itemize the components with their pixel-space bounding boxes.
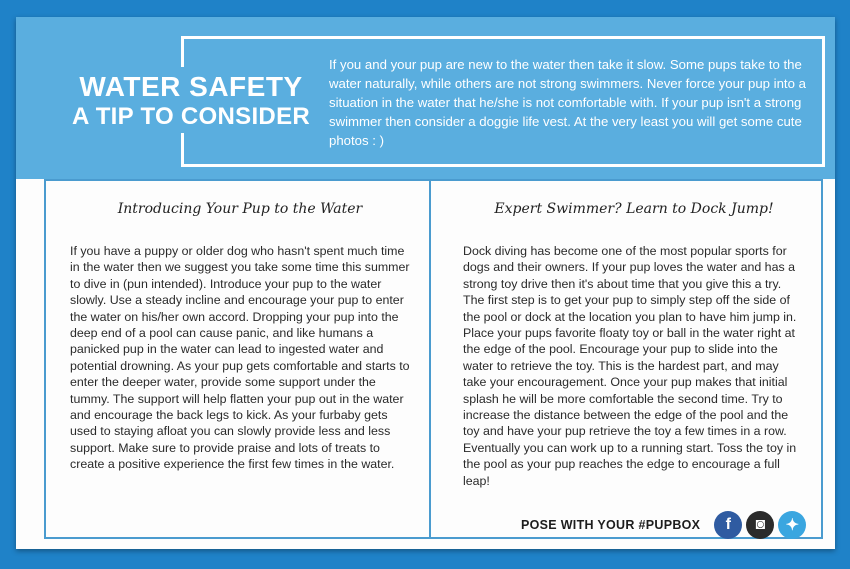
- panel-dock-jump: [463, 201, 805, 489]
- tip-card: [16, 17, 835, 549]
- banner-text: If you and your pup are new to the water then take it slow. Some pups take to the water naturally, while others are not strong swimmers. Never force your pup into a situation in the water that he/she is not comfortable with. If your pup isn't a strong swimmer then consider a doggie life vest. At the very least you will get some cute photos : ): [329, 57, 806, 148]
- panel-heading: Expert Swimmer? Learn to Dock Jump!: [494, 201, 774, 217]
- footer: [521, 507, 806, 543]
- banner-title-box: [41, 67, 341, 133]
- panel-heading: Introducing Your Pup to the Water: [117, 201, 363, 217]
- facebook-icon[interactable]: f: [714, 511, 742, 539]
- panel-body: If you have a puppy or older dog who hasn't spent much time in the water then we suggest you take some time this summer to dive in (pun intended). Introduce your pup to the water slowly. Use a steady incline and encourage your pup to enter the water on his/her own accord. Dropping your pup into the deep end of a pool can cause panic, and like humans a panicked pup in the water can lead to ingested water and potential drowning. As your pup gets comfortable and starts to enter the deeper water, provide some support under the tummy. The support will help flatten your pup out in the water and encourage the back legs to kick. As your furbaby gets used to staying afloat you can slowly provide less and less support. Make sure to provide praise and lots of treats to create a positive experience the first few times in the water.: [70, 244, 410, 472]
- panel-body: Dock diving has become one of the most popular sports for dogs and their owners. If your pup loves the water and has a strong toy drive then it's about time that you give this a try. The first step is to get your pup to simply step off the side of the pool or dock at the location you plan to have him jump in. Place your pups favorite floaty toy or ball in the water right at the edge of the pool. Encourage your pup to slide into the water to retrieve the toy. This is the hardest part, and may take your encouragement. Once your pup makes that initial splash he will be more comfortable the second time. Try to increase the distance between the edge of the pool and the toy and have your pup retrieve the toy a few times in a row. Eventually you can work up to a running start. Toss the toy in the pool as your pup reaches the edge to encourage a full leap!: [463, 244, 797, 488]
- banner: [16, 17, 835, 179]
- instagram-icon[interactable]: ◙: [746, 511, 774, 539]
- banner-title: WATER SAFETY: [79, 70, 303, 102]
- panel-introducing: [70, 201, 410, 473]
- panel-divider: [429, 181, 431, 537]
- footer-text: POSE WITH YOUR #PUPBOX: [521, 518, 701, 532]
- banner-subtitle: A TIP TO CONSIDER: [71, 102, 311, 130]
- panels: [44, 179, 823, 539]
- twitter-icon[interactable]: ✦: [778, 511, 806, 539]
